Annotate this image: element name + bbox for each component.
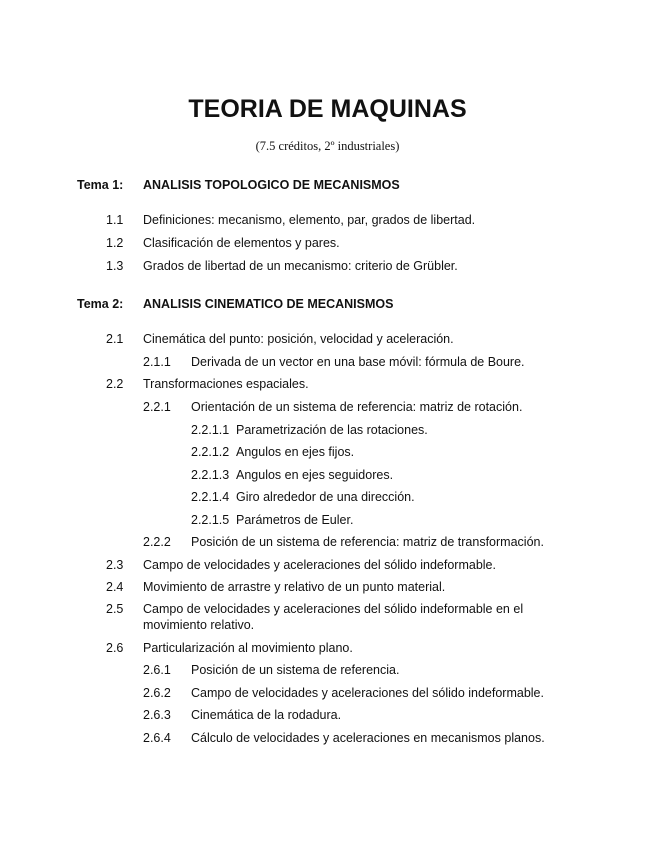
item-text: Angulos en ejes fijos. [236,445,355,459]
item-text: Angulos en ejes seguidores. [236,468,394,482]
item-number: 2.6.2 [143,686,171,700]
tema-1-title: ANALISIS TOPOLOGICO DE MECANISMOS [143,178,400,192]
item-text: Grados de libertad de un mecanismo: criterio de Grübler. [143,259,458,273]
item-number: 2.6.4 [143,731,171,745]
item-number: 2.5 [106,602,124,616]
item-number: 2.2.1 [143,400,171,414]
item-text: Definiciones: mecanismo, elemento, par, grados de libertad. [143,213,476,227]
item-number: 2.1.1 [143,355,171,369]
item-text: Particularización al movimiento plano. [143,641,353,655]
item-text: Clasificación de elementos y pares. [143,236,340,250]
item-number: 2.2 [106,377,124,391]
item-number: 2.6 [106,641,124,655]
item-number: 1.1 [106,213,124,227]
item-text: Posición de un sistema de referencia: matriz de transformación. [191,535,544,549]
item-number: 2.2.1.5 [191,513,230,527]
item-number: 2.2.1.3 [191,468,230,482]
tema-2-label: Tema 2: [77,297,124,311]
item-text: Campo de velocidades y aceleraciones del sólido indeformable. [143,558,496,572]
item-number: 2.1 [106,332,124,346]
item-number: 2.3 [106,558,124,572]
item-text: Parámetros de Euler. [236,513,354,527]
item-number: 1.2 [106,236,124,250]
item-number: 2.2.2 [143,535,171,549]
item-text: Posición de un sistema de referencia. [191,663,400,677]
item-text: Movimiento de arrastre y relativo de un punto material. [143,580,446,594]
page-subtitle: (7.5 créditos, 2º industriales) [255,139,400,153]
item-text: Cálculo de velocidades y aceleraciones en mecanismos planos. [191,731,545,745]
item-text: Campo de velocidades y aceleraciones del sólido indeformable. [191,686,544,700]
item-text: Cinemática del punto: posición, velocidad y aceleración. [143,332,454,346]
tema-1-label: Tema 1: [77,178,124,192]
page-title: TEORIA DE MAQUINAS [188,95,467,123]
item-text: Giro alrededor de una dirección. [236,490,415,504]
item-number: 2.4 [106,580,124,594]
item-number: 1.3 [106,259,124,273]
item-number: 2.6.3 [143,708,171,722]
item-number: 2.6.1 [143,663,171,677]
item-number: 2.2.1.2 [191,445,230,459]
item-text: Campo de velocidades y aceleraciones del sólido indeformable en el movimiento relativo. [143,602,524,632]
item-text: Parametrización de las rotaciones. [236,423,428,437]
item-text: Derivada de un vector en una base móvil: fórmula de Boure. [191,355,525,369]
item-number: 2.2.1.4 [191,490,230,504]
item-number: 2.2.1.1 [191,423,230,437]
item-text: Transformaciones espaciales. [143,377,309,391]
tema-2-title: ANALISIS CINEMATICO DE MECANISMOS [143,297,394,311]
item-text: Orientación de un sistema de referencia: matriz de rotación. [191,400,523,414]
item-text: Cinemática de la rodadura. [191,708,342,722]
